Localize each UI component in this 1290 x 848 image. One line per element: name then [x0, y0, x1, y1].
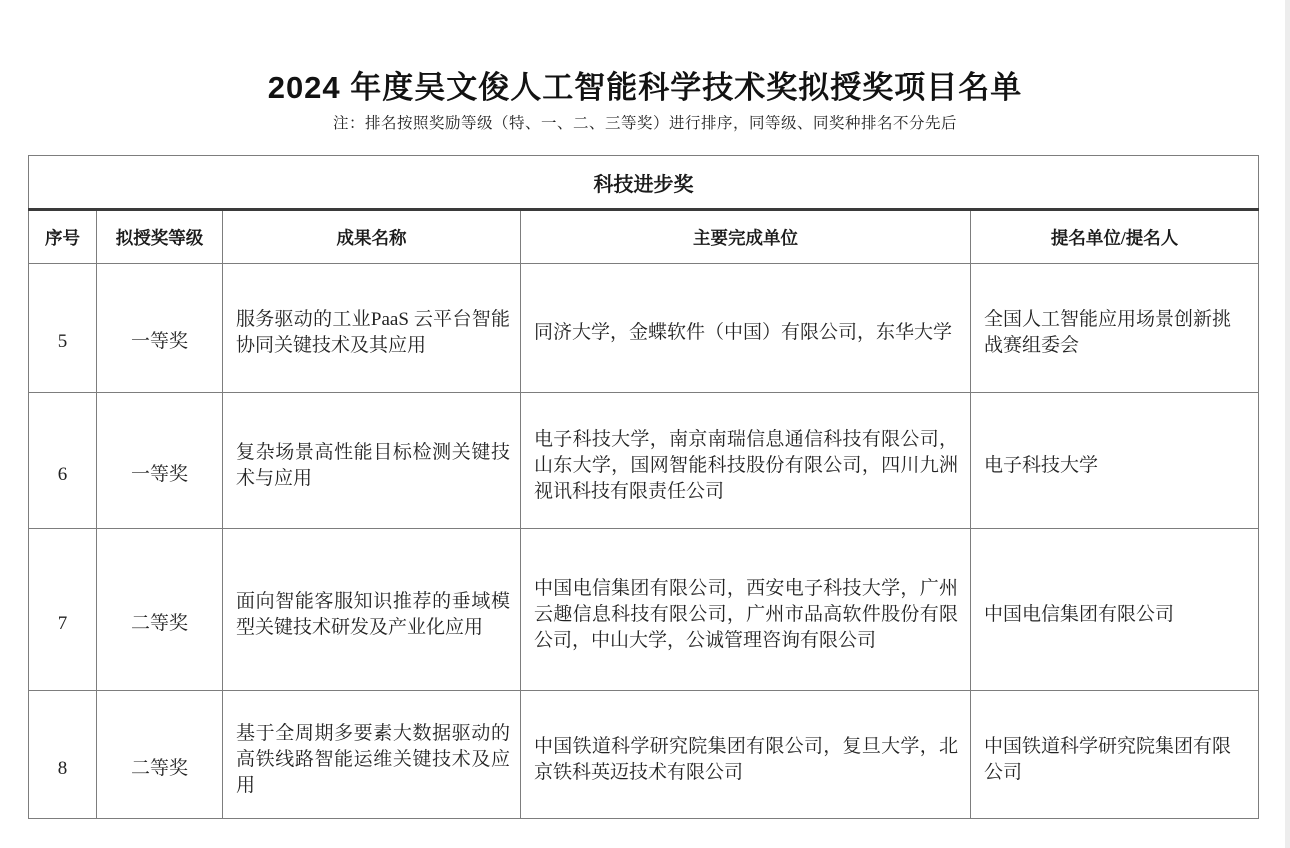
- cell-main-units: 中国电信集团有限公司，西安电子科技大学，广州云趣信息科技有限公司，广州市品高软件股份有限公司，中山大学，公诚管理咨询有限公司: [521, 529, 971, 691]
- cell-award-level: 一等奖: [97, 264, 223, 393]
- awards-table: [28, 155, 1259, 819]
- table-row: [29, 691, 1259, 819]
- cell-serial-no: 7: [29, 529, 97, 691]
- page-title: 2024 年度吴文俊人工智能科学技术奖拟授奖项目名单: [267, 70, 1023, 105]
- cell-achievement-name: 面向智能客服知识推荐的垂域模型关键技术研发及产业化应用: [223, 529, 521, 691]
- cell-award-level: 二等奖: [97, 691, 223, 819]
- cell-achievement-name: 服务驱动的工业PaaS 云平台智能协同关键技术及其应用: [223, 264, 521, 393]
- cell-award-level: 一等奖: [97, 393, 223, 529]
- cell-achievement-name: 基于全周期多要素大数据驱动的高铁线路智能运维关键技术及应用: [223, 691, 521, 819]
- table-row: [29, 264, 1259, 393]
- cell-main-units: 同济大学，金蝶软件（中国）有限公司，东华大学: [521, 264, 971, 393]
- cell-nominator: 中国电信集团有限公司: [971, 529, 1259, 691]
- col-header-nominator: 提名单位/提名人: [971, 210, 1259, 264]
- cell-main-units: 中国铁道科学研究院集团有限公司，复旦大学，北京铁科英迈技术有限公司: [521, 691, 971, 819]
- table-header-row: [29, 210, 1259, 264]
- section-title: 科技进步奖: [29, 156, 1259, 210]
- table-row: [29, 393, 1259, 529]
- col-header-achievement-name: 成果名称: [223, 210, 521, 264]
- cell-serial-no: 8: [29, 691, 97, 819]
- cell-serial-no: 6: [29, 393, 97, 529]
- col-header-main-units: 主要完成单位: [521, 210, 971, 264]
- cell-award-level: 二等奖: [97, 529, 223, 691]
- cell-serial-no: 5: [29, 264, 97, 393]
- section-title-row: [29, 156, 1259, 210]
- table-row: [29, 529, 1259, 691]
- col-header-no: 序号: [29, 210, 97, 264]
- cell-achievement-name: 复杂场景高性能目标检测关键技术与应用: [223, 393, 521, 529]
- cell-main-units: 电子科技大学，南京南瑞信息通信科技有限公司，山东大学，国网智能科技股份有限公司，四川九洲视讯科技有限责任公司: [521, 393, 971, 529]
- cell-nominator: 中国铁道科学研究院集团有限公司: [971, 691, 1259, 819]
- ranking-note: 注：排名按照奖励等级（特、一、二、三等奖）进行排序，同等级、同奖种排名不分先后: [332, 115, 957, 132]
- col-header-award-level: 拟授奖等级: [97, 210, 223, 264]
- cell-nominator: 电子科技大学: [971, 393, 1259, 529]
- cell-nominator: 全国人工智能应用场景创新挑战赛组委会: [971, 264, 1259, 393]
